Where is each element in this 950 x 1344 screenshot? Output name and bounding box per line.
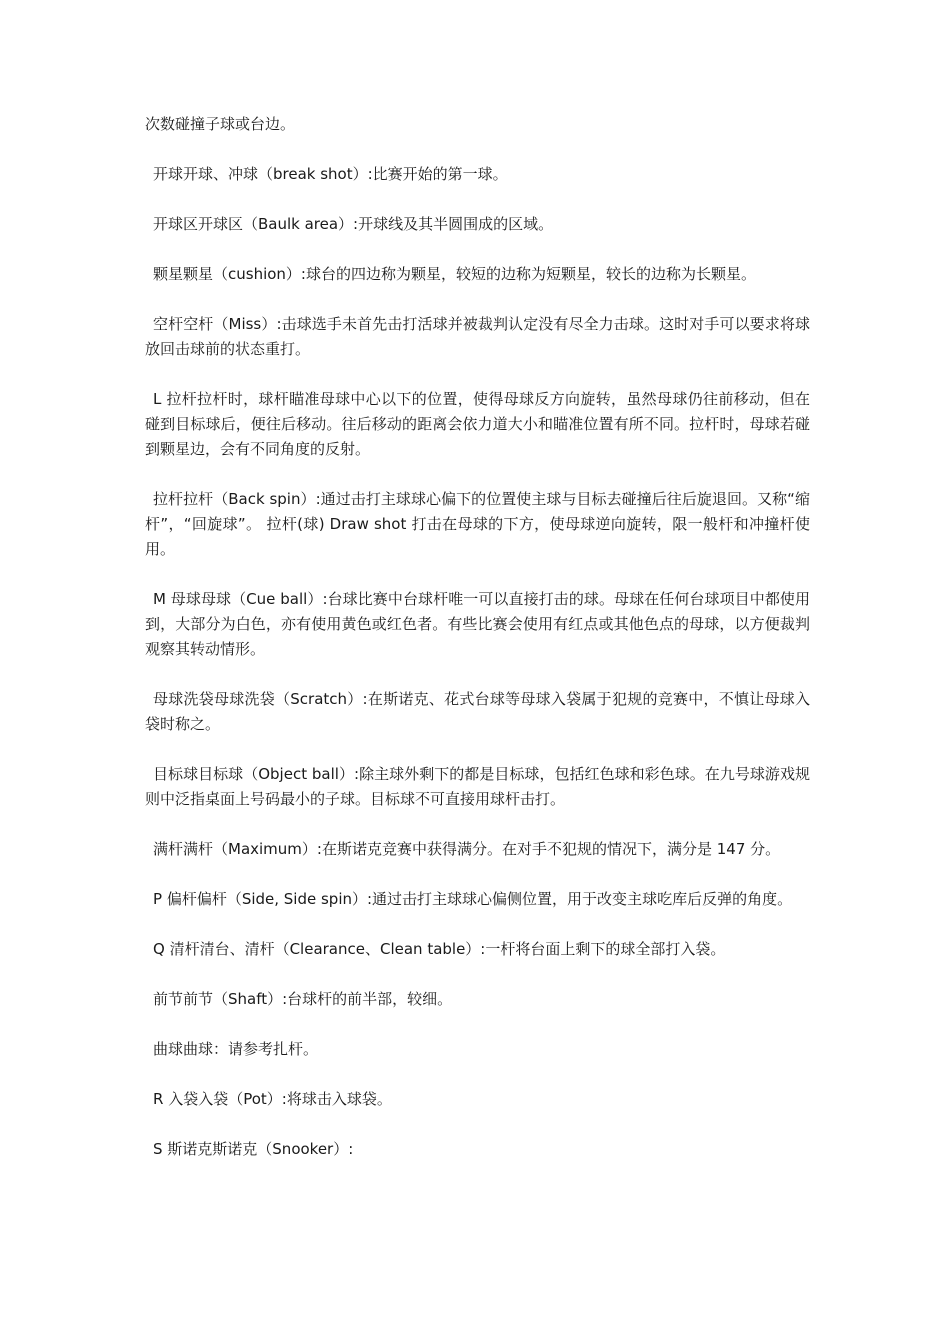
paragraph-miss: 空杆空杆（Miss）:击球选手未首先击打活球并被裁判认定没有尽全力击球。这时对手可以要求将球放回击球前的状态重打。 — [145, 315, 810, 358]
paragraph-shaft: 前节前节（Shaft）:台球杆的前半部，较细。 — [153, 990, 453, 1008]
paragraph-snooker: S 斯诺克斯诺克（Snooker）: — [153, 1140, 354, 1158]
paragraph-object-ball: 目标球目标球（Object ball）:除主球外剩下的都是目标球，包括红色球和彩色球。在九号球游戏规则中泛指桌面上号码最小的子球。目标球不可直接用球杆击打。 — [145, 765, 810, 808]
paragraph-break-shot: 开球开球、冲球（break shot）:比赛开始的第一球。 — [153, 165, 508, 183]
paragraph-pot: R 入袋入袋（Pot）:将球击入球袋。 — [153, 1090, 392, 1108]
paragraph-scratch: 母球洗袋母球洗袋（Scratch）:在斯诺克、花式台球等母球入袋属于犯规的竞赛中，不慎让母球入袋时称之。 — [145, 690, 810, 733]
paragraph-cushion: 颗星颗星（cushion）:球台的四边称为颗星，较短的边称为短颗星，较长的边称为长颗星。 — [153, 265, 756, 283]
document-page — [145, 112, 810, 1187]
paragraph-maximum: 满杆满杆（Maximum）:在斯诺克竞赛中获得满分。在对手不犯规的情况下，满分是 147 分。 — [153, 840, 781, 858]
paragraph-l-draw: L 拉杆拉杆时，球杆瞄准母球中心以下的位置，使得母球反方向旋转，虽然母球仍往前移动，但在碰到目标球后，便往后移动。往后移动的距离会依力道大小和瞄准位置有所不同。拉杆时，母球若碰到颗星边，会有不同角度的反射。 — [145, 390, 810, 458]
paragraph-cue-ball: M 母球母球（Cue ball）:台球比赛中台球杆唯一可以直接打击的球。母球在任何台球项目中都使用到，大部分为白色，亦有使用黄色或红色者。有些比赛会使用有红点或其他色点的母球，以方便裁判观察其转动情形。 — [145, 590, 810, 658]
paragraph-curve-ball: 曲球曲球：请参考扎杆。 — [153, 1040, 319, 1058]
paragraph-clearance: Q 清杆清台、清杆（Clearance、Clean table）:一杆将台面上剩下的球全部打入袋。 — [153, 940, 726, 958]
paragraph-side-spin: P 偏杆偏杆（Side, Side spin）:通过击打主球球心偏侧位置，用于改变主球吃库后反弹的角度。 — [153, 890, 793, 908]
paragraph-baulk-area: 开球区开球区（Baulk area）:开球线及其半圆围成的区域。 — [153, 215, 554, 233]
paragraph-continuation: 次数碰撞子球或台边。 — [145, 115, 296, 133]
paragraph-back-spin: 拉杆拉杆（Back spin）:通过击打主球球心偏下的位置使主球与目标去碰撞后往后旋退回。又称“缩杆”，“回旋球”。 拉杆(球) Draw shot 打击在母球的下方，使母球逆向旋转，限一般杆和冲撞杆使用。 — [145, 490, 810, 558]
